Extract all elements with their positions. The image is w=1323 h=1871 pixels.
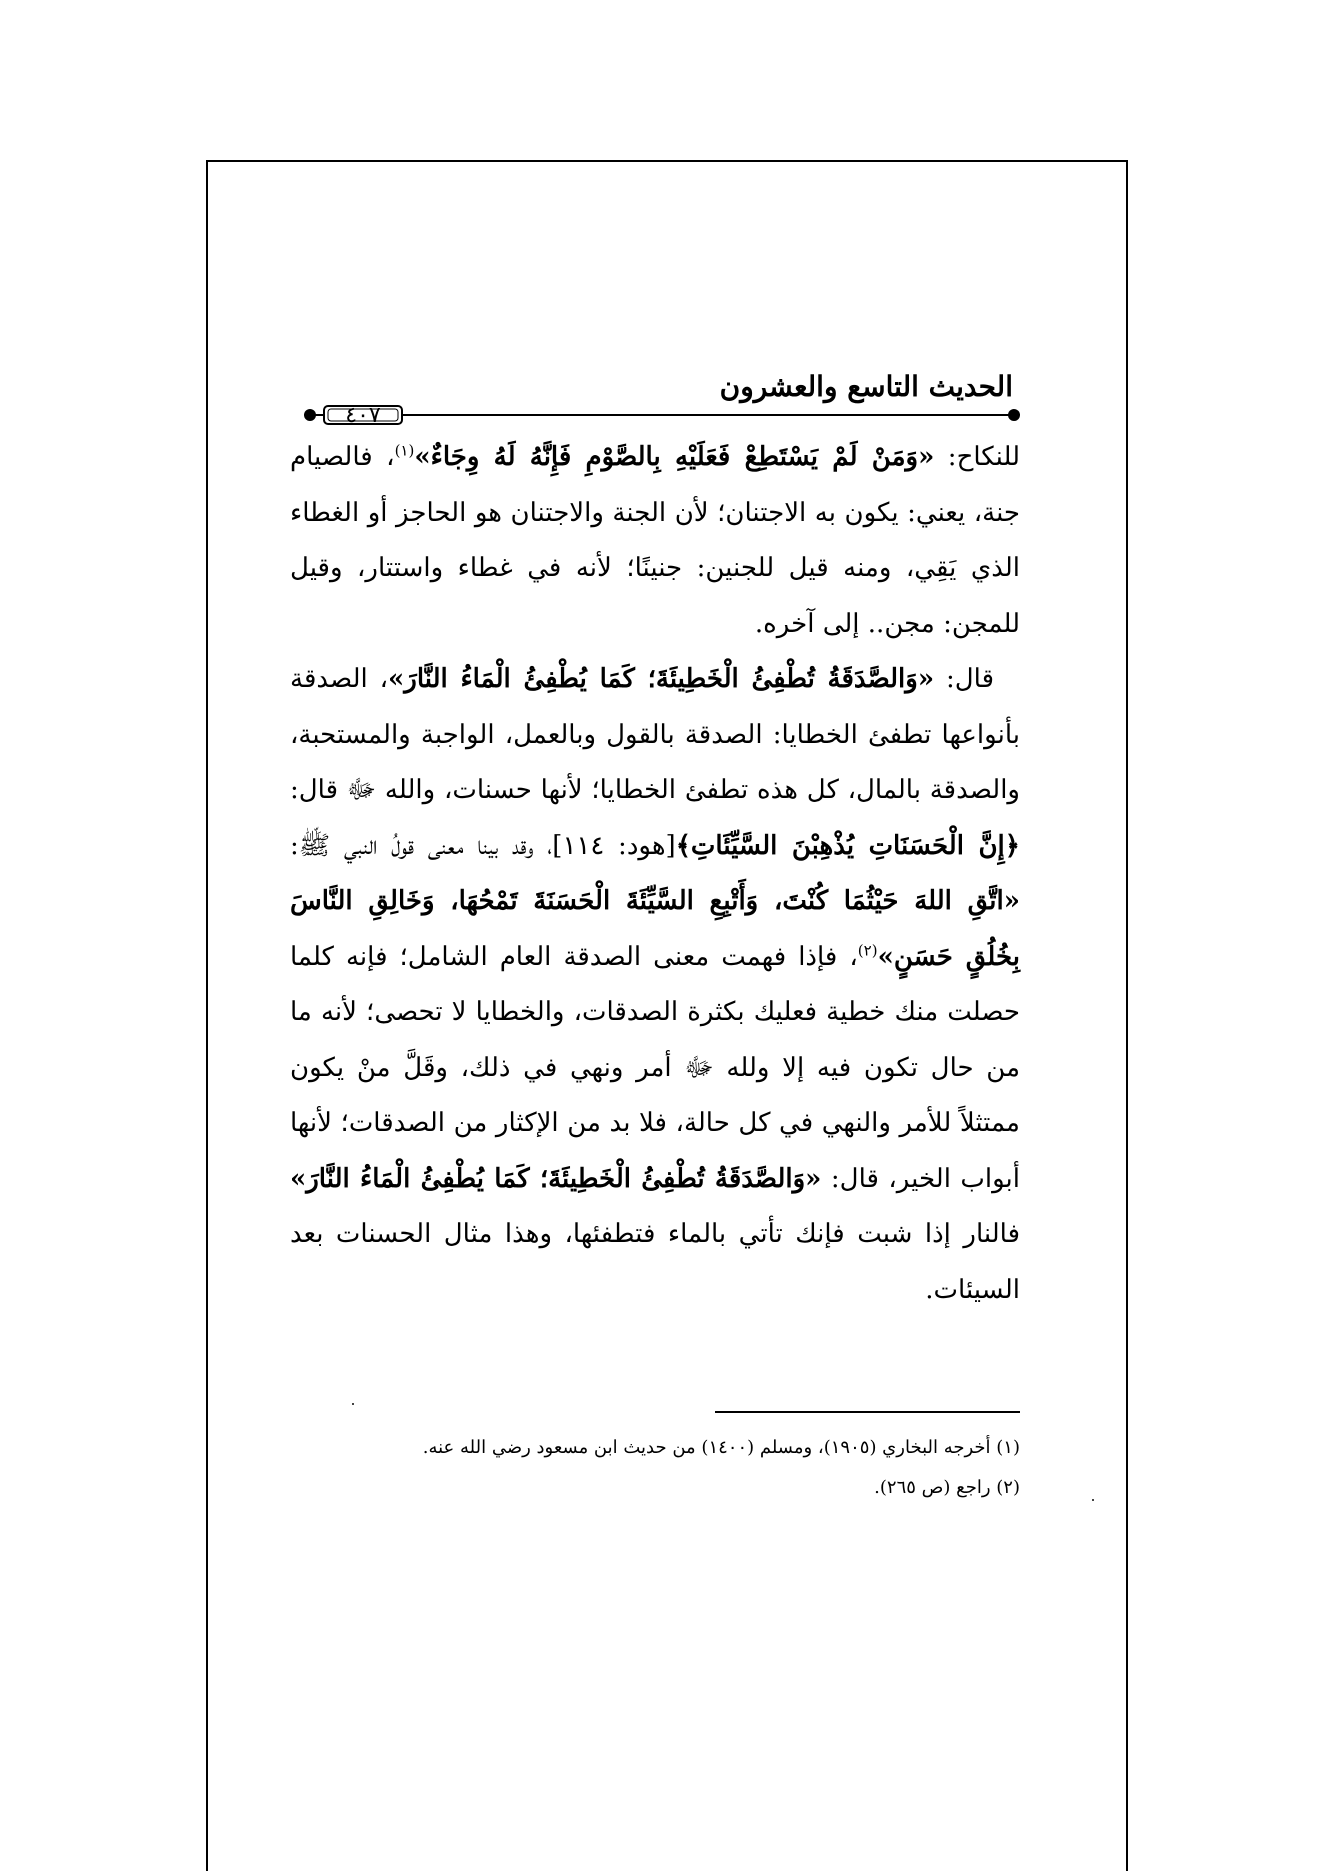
hadith-quote: «وَالصَّدَقَةُ تُطْفِئُ الْخَطِيئَةَ؛ كَمَا يُطْفِئُ الْمَاءُ النَّارَ» <box>388 664 935 694</box>
main-text <box>290 430 1020 1318</box>
text-run: ، الصدقة بأنواعها تطفئ الخطايا: الصدقة بالقول وبالعمل، الواجبة والمستحبة، والصدقة بالمال، كل هذه تطفئ الخطايا؛ لأنها حسنات، والله ﷻ قال: <box>290 664 1020 805</box>
text-run: قال: <box>934 664 994 694</box>
hadith-quote: «اتَّقِ اللهَ حَيْثُمَا كُنْتَ، وَأَتْبِعِ السَّيِّئَةَ الْحَسَنَةَ تَمْحُهَا، وَخَالِقِ النَّاسَ بِخُلُقٍ حَسَنٍ» <box>290 886 1020 972</box>
text-run: ، فإذا فهمت معنى الصدقة العام الشامل؛ فإنه كلما حصلت منك خطية فعليك بكثرة الصدقات، والخطايا لا تحصى؛ لأنه ما من حال تكون فيه إلا ولله ﷻ أمر ونهي في ذلك، وقَلَّ منْ يكون ممتثلاً للأمر والنهي في كل حالة، فلا بد من الإكثار من الصدقات؛ لأنها أبواب الخير، قال: <box>290 941 1020 1194</box>
text-run: [هود: ١١٤]، وقد بينا معنى قولُ النبي ﷺ: <box>290 830 676 861</box>
scan-speck <box>1092 1499 1094 1501</box>
scan-speck <box>352 1403 354 1405</box>
hadith-quote: «وَالصَّدَقَةُ تُطْفِئُ الْخَطِيئَةَ؛ كَمَا يُطْفِئُ الْمَاءُ النَّارَ» <box>290 1163 822 1194</box>
text-run: فالنار إذا شبت فإنك تأتي بالماء فتطفئها، وهذا مثال الحسنات بعد السيئات. <box>290 1219 1020 1305</box>
footnote-separator <box>715 1411 1020 1413</box>
paragraph-2 <box>290 652 1020 1318</box>
text-run: ، فالصيام جنة، يعني: يكون به الاجتنان؛ لأن الجنة والاجتنان هو الحاجز أو الغطاء الذي يَقِي، ومنه قيل للجنين: جنينًا؛ لأنه في غطاء واستتار، وقيل للمجن: مجن.. إلى آخره. <box>290 442 1021 639</box>
footnote-1: (١) أخرجه البخاري (١٩٠٥)، ومسلم (١٤٠٠) من حديث ابن مسعود رضي الله عنه. <box>422 1437 1020 1458</box>
footnotes <box>422 1428 1020 1508</box>
footnote-ref[interactable]: (٢) <box>857 940 878 959</box>
footnote-ref[interactable]: (١) <box>394 441 415 460</box>
text-run: للنكاح: <box>934 442 1021 472</box>
paragraph-1 <box>290 430 1020 652</box>
chapter-title: الحديث التاسع والعشرون <box>719 370 1013 403</box>
quran-verse: ﴿إِنَّ الْحَسَنَاتِ يُذْهِبْنَ السَّيِّئَاتِ﴾ <box>675 830 1020 861</box>
page-number: ٤٠٧ <box>345 403 381 428</box>
hadith-quote: «وَمَنْ لَمْ يَسْتَطِعْ فَعَلَيْهِ بِالصَّوْمِ فَإِنَّهُ لَهُ وِجَاءٌ» <box>414 442 935 472</box>
footnote-2: (٢) راجع (ص ٢٦٥). <box>874 1477 1020 1498</box>
header-rule <box>302 404 1022 426</box>
